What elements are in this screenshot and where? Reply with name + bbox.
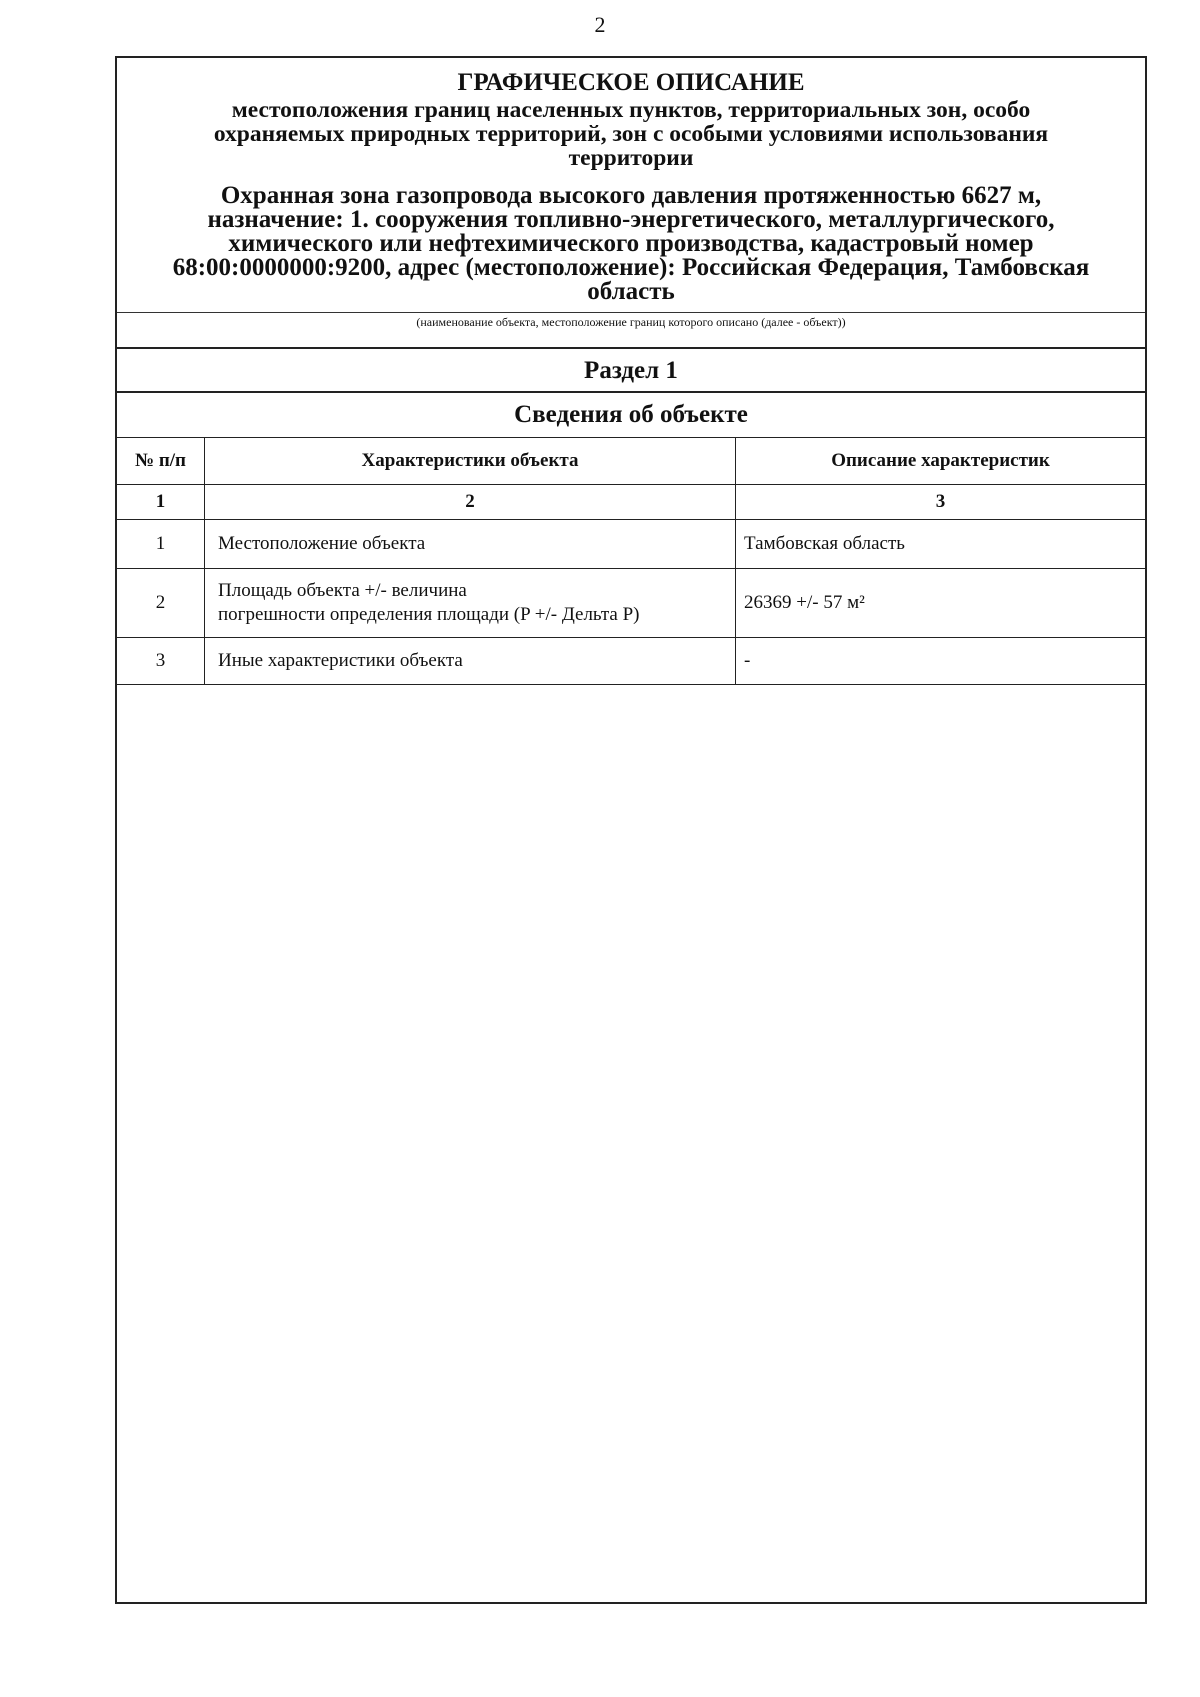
column-number: 2: [205, 485, 736, 520]
subtitle-line: охраняемых природных территорий, зон с особыми условиями использования: [213, 121, 1049, 147]
row-description: 26369 +/- 57 м²: [736, 569, 1146, 638]
row-description: -: [736, 638, 1146, 685]
section-title: Раздел 1: [117, 349, 1145, 393]
object-info-table: [117, 437, 1145, 685]
column-header-characteristic: Характеристики объекта: [205, 438, 736, 485]
column-header-description: Описание характеристик: [736, 438, 1146, 485]
object-name-line: область: [587, 278, 675, 305]
object-name-hint: (наименование объекта, местоположение границ которого описано (далее - объект)): [117, 312, 1145, 349]
object-name-line: назначение: 1. сооружения топливно-энергетического, металлургического,: [207, 206, 1055, 233]
row-number: 2: [117, 569, 205, 638]
table-row: [117, 520, 1145, 569]
document-subtitle: [127, 98, 1135, 170]
characteristic-line: Местоположение объекта: [218, 533, 426, 554]
characteristic-line: погрешности определения площади (P +/- Дельта P): [218, 604, 640, 625]
characteristic-line: Иные характеристики объекта: [218, 650, 463, 671]
row-characteristic: [205, 638, 736, 685]
subtitle-line: территории: [568, 145, 694, 171]
row-number: 1: [117, 520, 205, 569]
section-subtitle: Сведения об объекте: [514, 401, 748, 428]
column-header-number: № п/п: [117, 438, 205, 485]
document-frame: [115, 56, 1147, 1604]
row-characteristic: [205, 520, 736, 569]
characteristic-line: Площадь объекта +/- величина: [218, 580, 467, 601]
document-header: [117, 58, 1145, 312]
row-number: 3: [117, 638, 205, 685]
object-name-line: химического или нефтехимического производства, кадастровый номер: [228, 230, 1034, 257]
table-header-row: [117, 438, 1145, 485]
document-title: ГРАФИЧЕСКОЕ ОПИСАНИЕ: [457, 69, 805, 96]
subtitle-line: местоположения границ населенных пунктов, территориальных зон, особо: [231, 97, 1031, 123]
row-characteristic: [205, 569, 736, 638]
object-name: [127, 184, 1135, 304]
object-name-line: 68:00:0000000:9200, адрес (местоположение): Российская Федерация, Тамбовская: [172, 254, 1090, 281]
row-description: Тамбовская область: [736, 520, 1146, 569]
page-number: 2: [594, 12, 606, 37]
table-row: [117, 638, 1145, 685]
table-row: [117, 569, 1145, 638]
column-number-row: [117, 485, 1145, 520]
column-number: 3: [736, 485, 1146, 520]
column-number: 1: [117, 485, 205, 520]
object-name-line: Охранная зона газопровода высокого давления протяженностью 6627 м,: [220, 182, 1042, 209]
